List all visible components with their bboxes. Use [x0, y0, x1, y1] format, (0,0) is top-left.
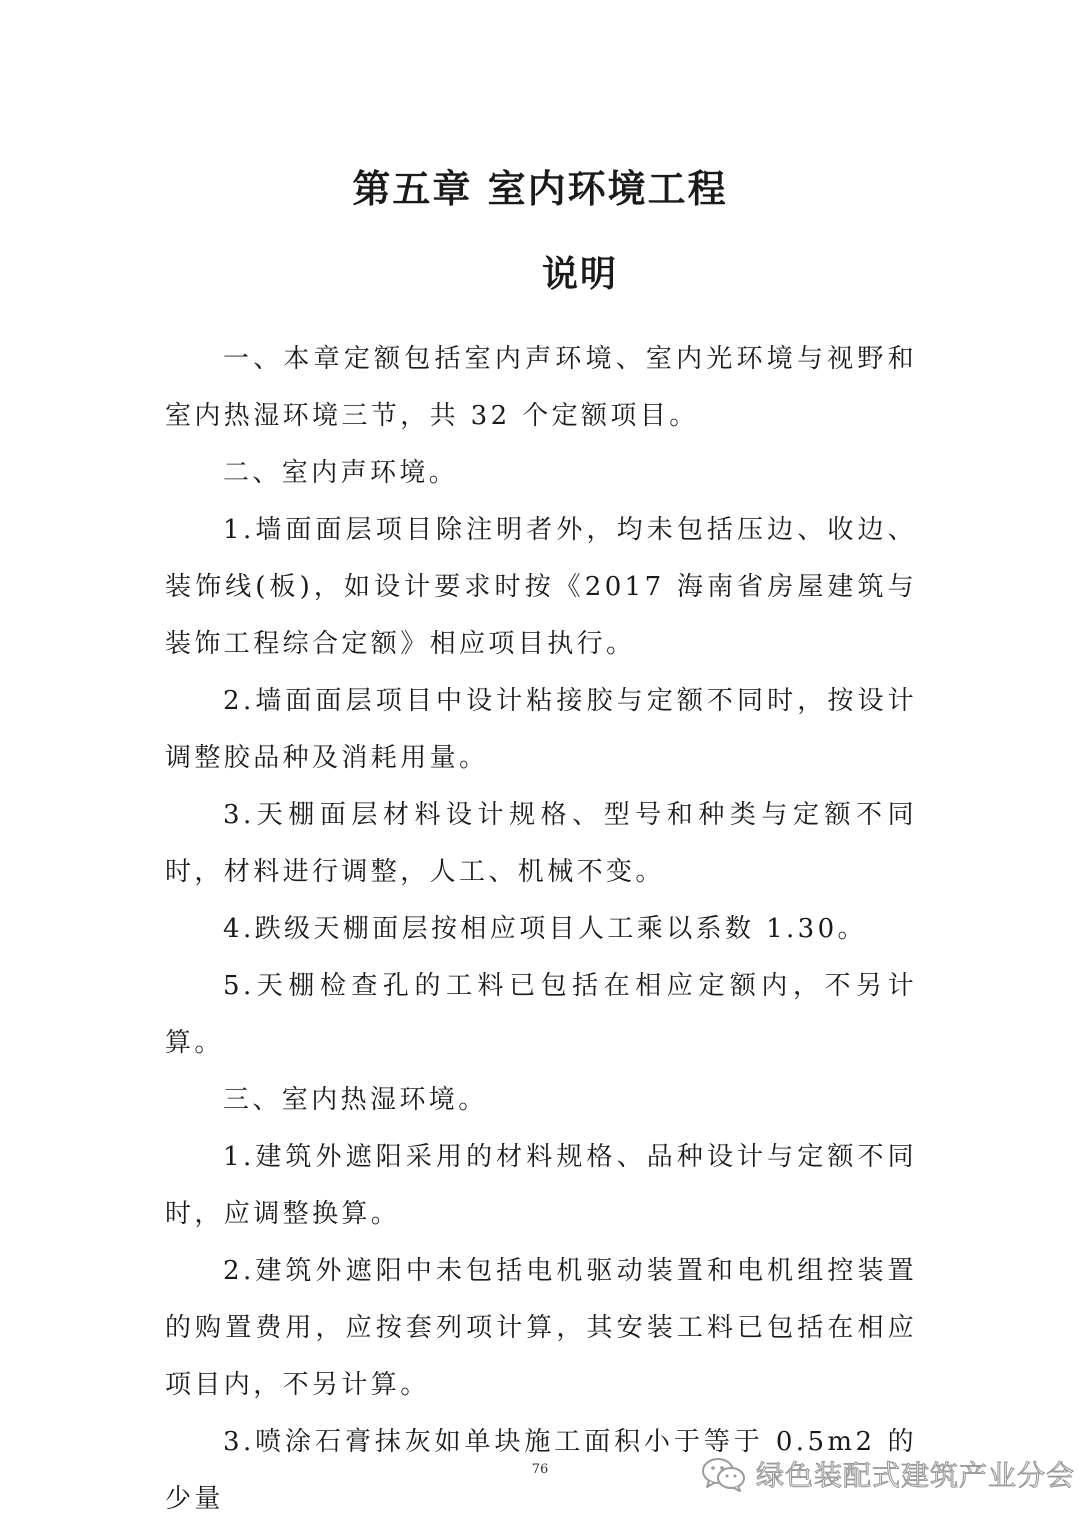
- document-body: [165, 331, 917, 1528]
- section-subtitle: 说明: [541, 253, 618, 295]
- paragraph: 3.喷涂石膏抹灰如单块施工面积小于等于 0.5m2 的少量: [165, 1427, 917, 1514]
- paragraph: 二、室内声环境。: [223, 458, 459, 488]
- wechat-icon: [700, 1456, 748, 1492]
- paragraph: 4.跌级天棚面层按相应项目人工乘以系数 1.30。: [223, 914, 867, 944]
- paragraph: 三、室内热湿环境。: [223, 1085, 488, 1115]
- paragraph: 1.墙面面层项目除注明者外，均未包括压边、收边、装饰线(板)，如设计要求时按《2017 海南省房屋建筑与装饰工程综合定额》相应项目执行。: [165, 515, 917, 659]
- watermark-text: 绿色装配式建筑产业分会: [756, 1459, 1076, 1492]
- chapter-title: 第五章 室内环境工程: [352, 166, 728, 211]
- paragraph: 2.建筑外遮阳中未包括电机驱动装置和电机组控装置的购置费用，应按套列项计算，其安装工料已包括在相应项目内，不另计算。: [165, 1256, 917, 1400]
- paragraph: 1.建筑外遮阳采用的材料规格、品种设计与定额不同时，应调整换算。: [165, 1142, 917, 1229]
- page-number: 76: [531, 1462, 549, 1477]
- paragraph: 3.天棚面层材料设计规格、型号和种类与定额不同时，材料进行调整，人工、机械不变。: [165, 800, 917, 887]
- paragraph: 5.天棚检查孔的工料已包括在相应定额内，不另计算。: [165, 971, 917, 1058]
- paragraph: 一、本章定额包括室内声环境、室内光环境与视野和室内热湿环境三节，共 32 个定额项目。: [165, 344, 917, 431]
- watermark: [700, 1452, 1075, 1496]
- paragraph: 2.墙面面层项目中设计粘接胶与定额不同时，按设计调整胶品种及消耗用量。: [165, 686, 917, 773]
